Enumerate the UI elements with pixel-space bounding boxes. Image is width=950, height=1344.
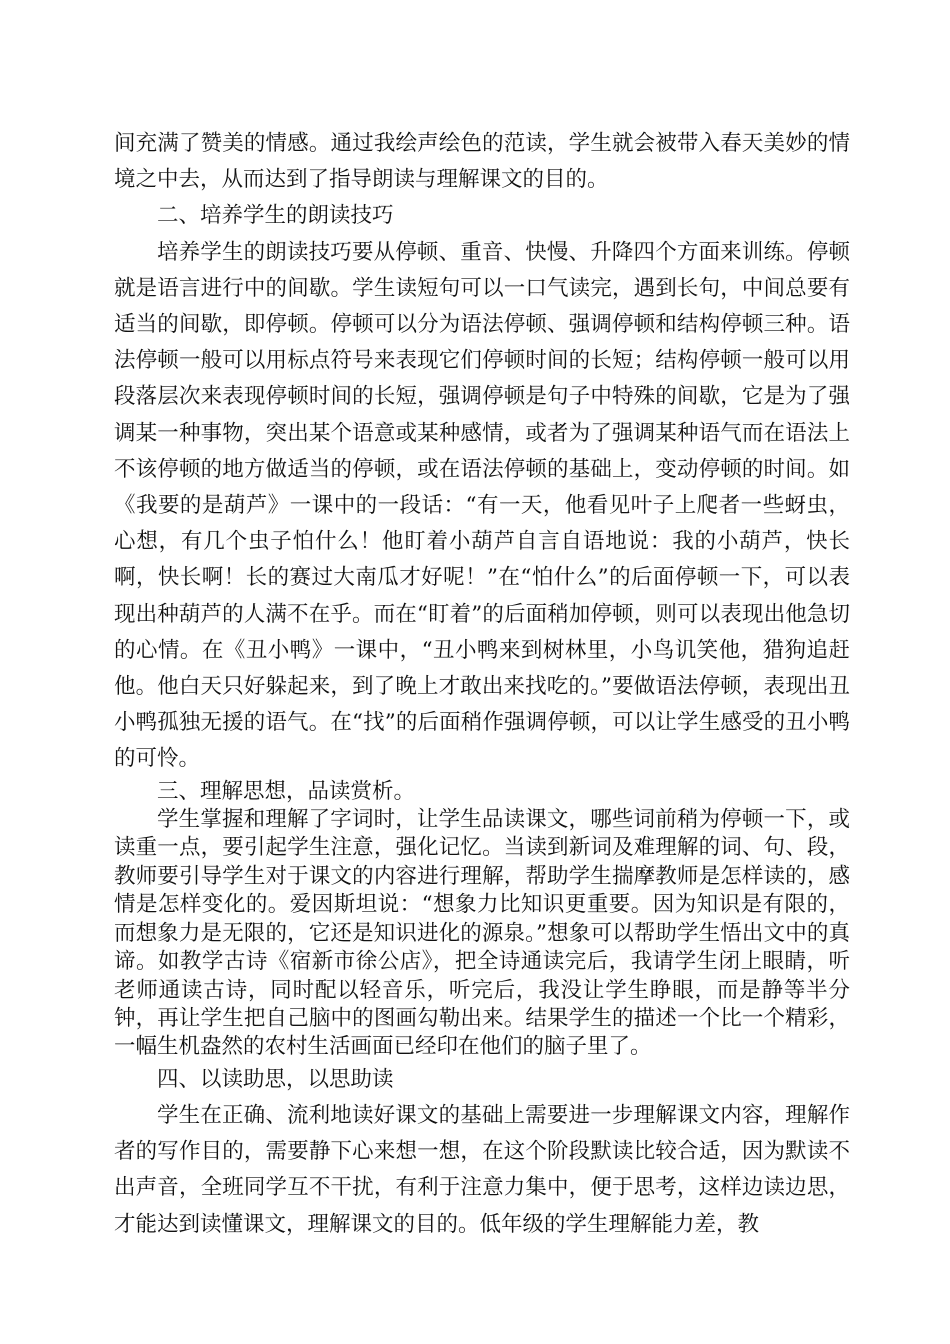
- section-heading-2: 二、培养学生的朗读技巧: [157, 203, 394, 229]
- paragraph-reading-skills: 培养学生的朗读技巧要从停顿、重音、快慢、升降四个方面来训练。停顿就是语言进行中的间歇。学生读短句可以一口气读完，遇到长句，中间总要有适当的间歇，即停顿。停顿可以分为语法停顿、强调停顿和结构停顿三种。语法停顿一般可以用标点符号来表现它们停顿时间的长短；结构停顿一般可以用段落层次来表现停顿时间的长短，强调停顿是句子中特殊的间歇，它是为了强调某一种事物，突出某个语意或某种感情，或者为了强调某种语气而在语法上不该停顿的地方做适当的停顿，或在语法停顿的基础上，变动停顿的时间。如《我要的是葫芦》一课中的一段话：“有一天，他看见叶子上爬者一些蚜虫，心想，有几个虫子怕什么！他盯着小葫芦自言自语地说：我的小葫芦，快长啊，快长啊！长的赛过大南瓜才好呢！”在“怕什么”的后面停顿一下，可以表现出种葫芦的人满不在乎。而在“盯着”的后面稍加停顿，则可以表现出他急切的心情。在《丑小鸭》一课中，“丑小鸭来到树林里，小鸟讥笑他，猎狗追赶他。他白天只好躲起来，到了晚上才敢出来找吃的。”要做语法停顿，表现出丑小鸭孤独无援的语气。在“找”的后面稍作强调停顿，可以让学生感受的丑小鸭的可怜。: [114, 239, 850, 772]
- paragraph-continuation: 间充满了赞美的情感。通过我绘声绘色的范读，学生就会被带入春天美妙的情境之中去，从而达到了指导朗读与理解课文的目的。: [114, 131, 850, 193]
- document-body: [114, 126, 850, 1243]
- paragraph-appreciation: 学生掌握和理解了字词时，让学生品读课文，哪些词前稍为停顿一下，或读重一点，要引起学生注意，强化记忆。当读到新词及难理解的词、句、段，教师要引导学生对于课文的内容进行理解，帮助学生揣摩教师是怎样读的，感情是怎样变化的。爱因斯坦说：“想象力比知识更重要。因为知识是有限的，而想象力是无限的，它还是知识进化的源泉。”想象可以帮助学生悟出文中的真谛。如教学古诗《宿新市徐公店》，把全诗通读完后，我请学生闭上眼睛，听老师通读古诗，同时配以轻音乐，听完后，我没让学生睁眼，而是静等半分钟，再让学生把自己脑中的图画勾勒出来。结果学生的描述一个比一个精彩，一幅生机盎然的农村生活画面已经印在他们的脑子里了。: [114, 807, 850, 1060]
- section-heading-3: 三、理解思想，品读赏析。: [157, 778, 416, 804]
- paragraph-read-think: 学生在正确、流利地读好课文的基础上需要进一步理解课文内容，理解作者的写作目的，需要静下心来想一想，在这个阶段默读比较合适，因为默读不出声音，全班同学互不干扰，有利于注意力集中，便于思考，这样边读边思，才能达到读懂课文，理解课文的目的。低年级的学生理解能力差，教: [114, 1102, 850, 1237]
- section-heading-4: 四、以读助思，以思助读: [157, 1066, 394, 1092]
